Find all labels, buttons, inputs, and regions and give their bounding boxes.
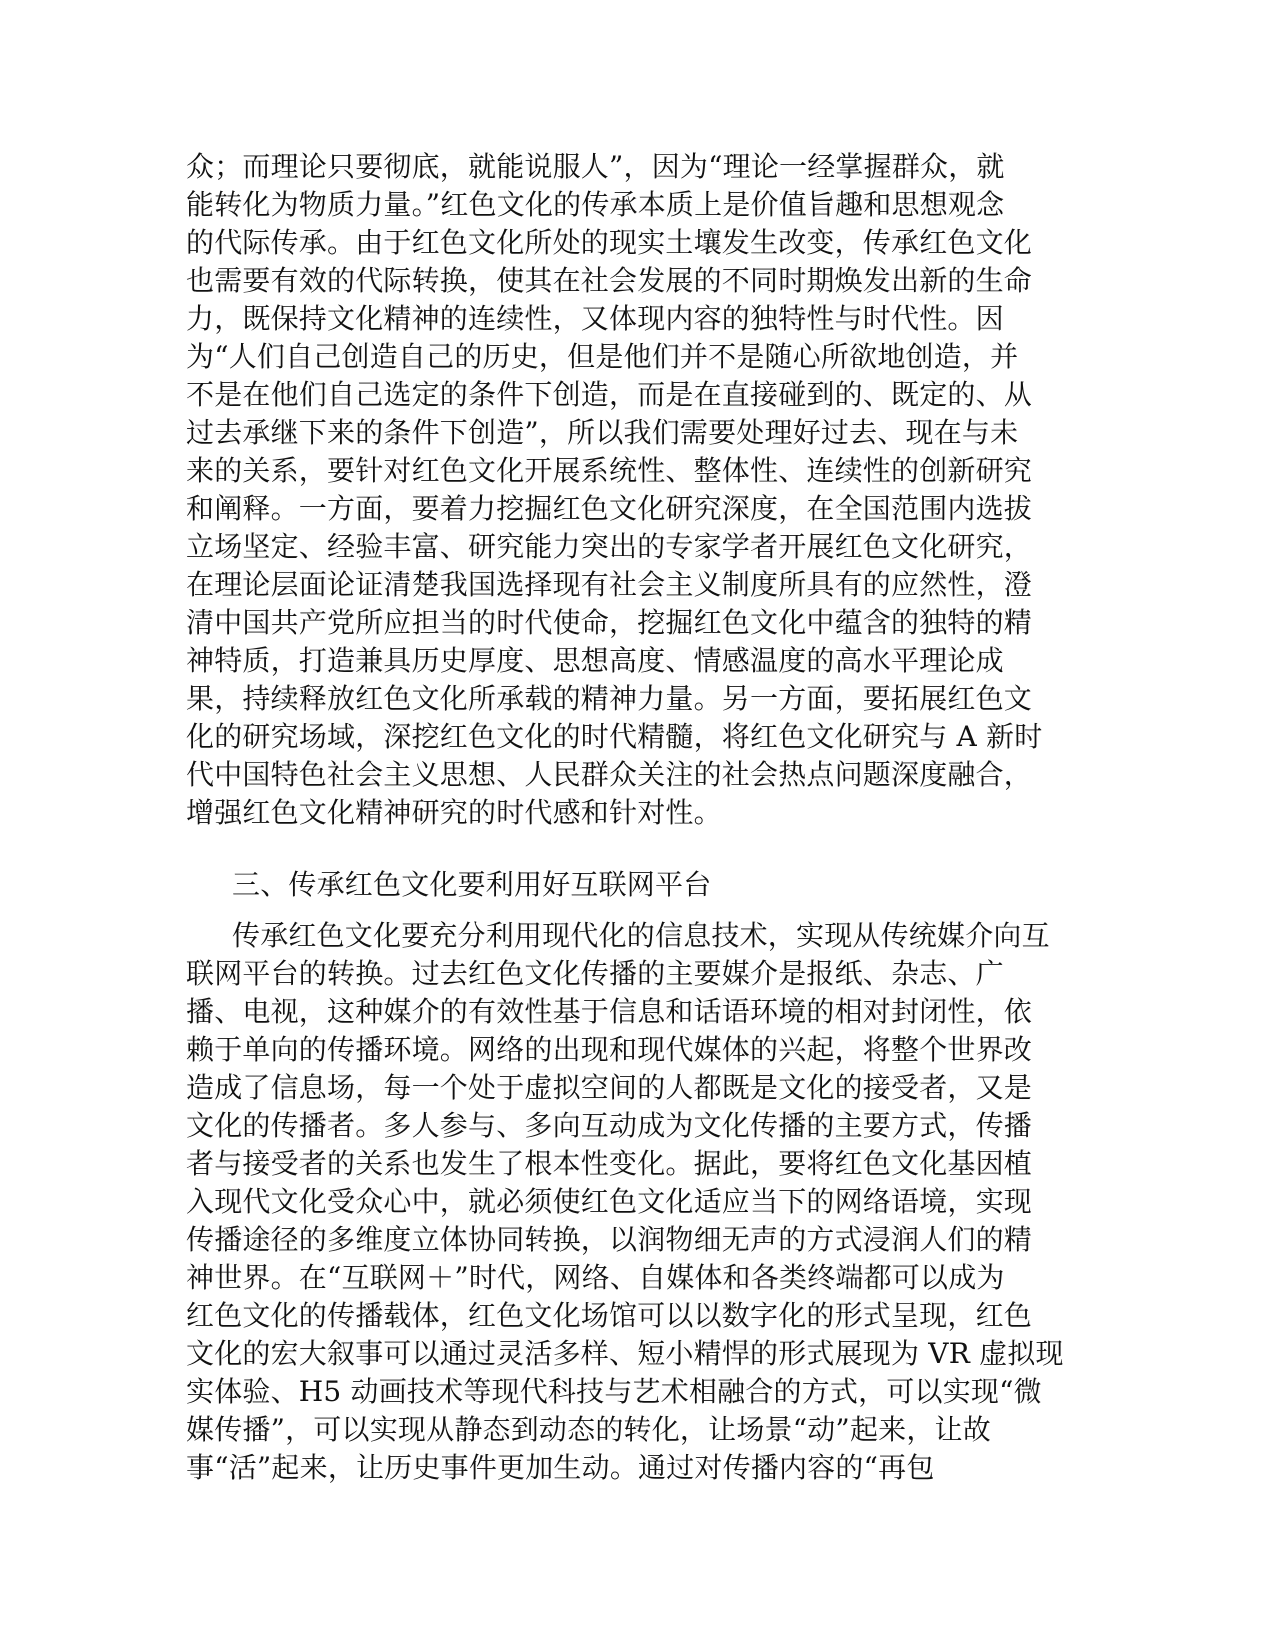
text-line: 也需要有效的代际转换，使其在社会发展的不同时期焕发出新的生命 (186, 264, 1033, 297)
text-line: 不是在他们自己选定的条件下创造，而是在直接碰到的、既定的、从 (186, 378, 1033, 411)
text-line: 造成了信息场，每一个处于虚拟空间的人都既是文化的接受者，又是 (186, 1071, 1033, 1104)
text-line: 赖于单向的传播环境。网络的出现和现代媒体的兴起，将整个世界改 (186, 1033, 1033, 1066)
body-paragraph-1 (186, 148, 1086, 832)
text-line: 清中国共产党所应担当的时代使命，挖掘红色文化中蕴含的独特的精 (186, 606, 1033, 639)
text-line: 联网平台的转换。过去红色文化传播的主要媒介是报纸、杂志、广 (186, 957, 1004, 990)
text-line: 过去承继下来的条件下创造”，所以我们需要处理好过去、现在与未 (186, 416, 1019, 449)
text-line: 红色文化的传播载体，红色文化场馆可以以数字化的形式呈现，红色 (186, 1299, 1033, 1332)
text-line: 的代际传承。由于红色文化所处的现实土壤发生改变，传承红色文化 (186, 226, 1033, 259)
text-line: 增强红色文化精神研究的时代感和针对性。 (186, 796, 722, 829)
text-line: 力，既保持文化精神的连续性，又体现内容的独特性与时代性。因 (186, 302, 1004, 335)
text-line: 神世界。在“互联网＋”时代，网络、自媒体和各类终端都可以成为 (186, 1261, 1005, 1294)
text-line: 和阐释。一方面，要着力挖掘红色文化研究深度，在全国范围内选拔 (186, 492, 1033, 525)
text-line: 播、电视，这种媒介的有效性基于信息和话语环境的相对封闭性，依 (186, 995, 1033, 1028)
text-line: 来的关系，要针对红色文化开展系统性、整体性、连续性的创新研究 (186, 454, 1033, 487)
text-line: 代中国特色社会主义思想、人民群众关注的社会热点问题深度融合， (186, 758, 1033, 791)
text-line: 在理论层面论证清楚我国选择现有社会主义制度所具有的应然性，澄 (186, 568, 1033, 601)
text-line: 者与接受者的关系也发生了根本性变化。据此，要将红色文化基因植 (186, 1147, 1033, 1180)
text-line: 入现代文化受众心中，就必须使红色文化适应当下的网络语境，实现 (186, 1185, 1033, 1218)
text-line: 传播途径的多维度立体协同转换，以润物细无声的方式浸润人们的精 (186, 1223, 1033, 1256)
text-line: 文化的传播者。多人参与、多向互动成为文化传播的主要方式，传播 (186, 1109, 1033, 1142)
text-line: 能转化为物质力量。”红色文化的传承本质上是价值旨趣和思想观念 (186, 188, 1005, 221)
section-heading (232, 866, 1132, 904)
text-line: 实体验、H5 动画技术等现代科技与艺术相融合的方式，可以实现“微 (186, 1375, 1042, 1408)
section-heading-text: 三、传承红色文化要利用好互联网平台 (232, 868, 712, 901)
text-line: 神特质，打造兼具历史厚度、思想高度、情感温度的高水平理论成 (186, 644, 1004, 677)
text-line: 传承红色文化要充分利用现代化的信息技术，实现从传统媒介向互 (232, 919, 1050, 952)
text-line: 事“活”起来，让历史事件更加生动。通过对传播内容的“再包 (186, 1451, 935, 1484)
body-paragraph-2 (186, 917, 1086, 1487)
text-line: 文化的宏大叙事可以通过灵活多样、短小精悍的形式展现为 VR 虚拟现 (186, 1337, 1064, 1370)
text-line: 果，持续释放红色文化所承载的精神力量。另一方面，要拓展红色文 (186, 682, 1033, 715)
text-line: 为“人们自己创造自己的历史，但是他们并不是随心所欲地创造，并 (186, 340, 1019, 373)
text-line: 化的研究场域，深挖红色文化的时代精髓，将红色文化研究与 A 新时 (186, 720, 1043, 753)
text-line: 立场坚定、经验丰富、研究能力突出的专家学者开展红色文化研究， (186, 530, 1033, 563)
text-line: 媒传播”，可以实现从静态到动态的转化，让场景“动”起来，让故 (186, 1413, 991, 1446)
text-line: 众；而理论只要彻底，就能说服人”，因为“理论一经掌握群众，就 (186, 150, 1005, 183)
